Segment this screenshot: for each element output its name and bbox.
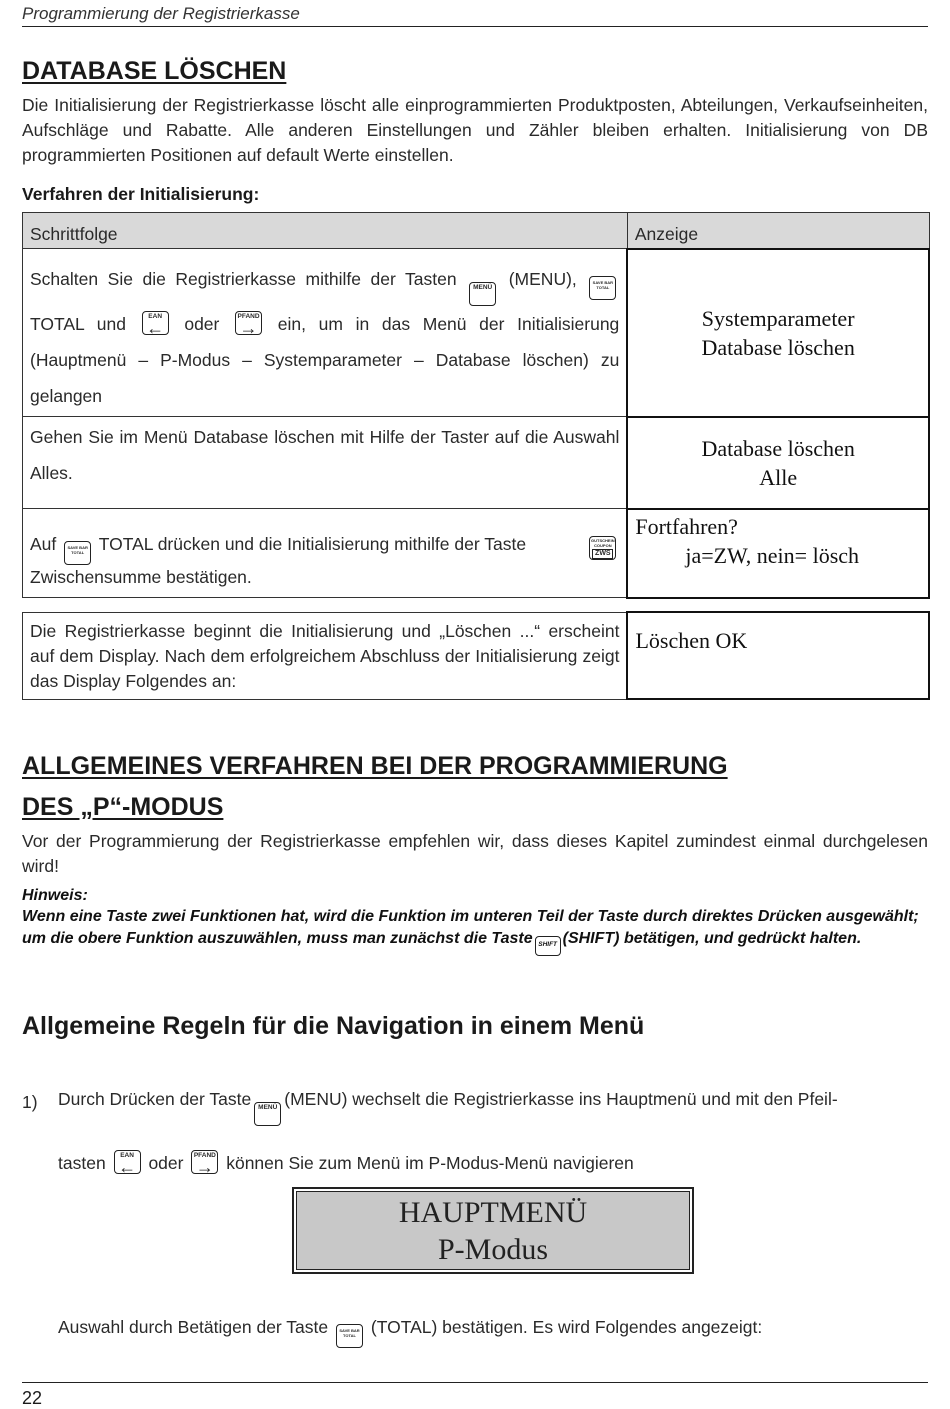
list-item-number: 1) (22, 1092, 38, 1112)
procedure-table (22, 212, 930, 599)
section-title-database: DATABASE LÖSCHEN (22, 57, 287, 85)
display-line: Systemparameter (701, 305, 855, 331)
lcd-display (292, 1187, 694, 1274)
section-intro: Die Initialisierung der Registrierkasse löscht alle einprogrammierten Produktposten, Abteilungen, Verkaufseinheiten, Aufschläge und Rabatte. Alle anderen Einstellungen und Zähler bleiben erhalten. Initialisierung von DB programmierten Positionen auf default Werte einstellen. (22, 95, 928, 165)
lcd-line: P-Modus (437, 1233, 549, 1266)
step-text: Zwischensumme bestätigen. (30, 567, 252, 587)
display-cell (627, 249, 929, 417)
section-intro: Vor der Programmierung der Registrierkasse empfehlen wir, dass dieses Kapitel zumindest einmal durchgelesen wird! (22, 831, 928, 876)
table-row (23, 417, 930, 509)
hint-label: Hinweis: (22, 887, 88, 904)
step-text: (MENU), (508, 269, 577, 289)
step-cell (23, 249, 628, 417)
step-text: TOTAL drücken und die Initialisierung mithilfe der Taste (98, 534, 527, 554)
shift-key-icon: SHIFT (535, 936, 561, 956)
procedure-table-continued (22, 611, 930, 700)
lcd-line: HAUPTMENÜ (398, 1196, 588, 1229)
menu-key-icon: MENÜ (254, 1102, 281, 1126)
list-text: Durch Drücken der Taste (58, 1089, 252, 1109)
display-cell (627, 417, 929, 509)
table-row (23, 249, 930, 417)
running-header: Programmierung der Registrierkasse (22, 4, 300, 23)
procedure-title: Verfahren der Initialisierung: (22, 184, 260, 204)
pfand-right-arrow-key-icon: PFAND → (235, 311, 262, 335)
hint-text (22, 906, 928, 956)
display-line: Löschen OK (635, 628, 748, 653)
step-text: ein, um in das Menü der Initialisierung (Hauptmenü – P-Modus – Systemparameter – Database löschen) zu gelangen (30, 314, 620, 406)
section-title-programming: ALLGEMEINES VERFAHREN BEI DER PROGRAMMIERUNG (22, 752, 728, 780)
ean-left-arrow-key-icon: EAN ← (142, 311, 169, 335)
table-header-row (23, 213, 930, 249)
pfand-right-arrow-key-icon: PFAND → (191, 1150, 218, 1174)
step-text: Auf (30, 534, 57, 554)
display-cell (627, 612, 929, 699)
footer-rule (22, 1382, 928, 1383)
section-title-programming-line2: DES „P“-MODUS (22, 793, 224, 821)
table-row (23, 612, 930, 699)
total-key-icon: SAVE BAR TOTAL (336, 1324, 363, 1348)
display-cell (627, 509, 929, 598)
list-text: (MENU) wechselt die Registrierkasse ins Hauptmenü und mit den Pfeil- (284, 1089, 838, 1109)
display-line: Database löschen (701, 334, 855, 360)
step-text: TOTAL und (30, 314, 126, 334)
list-text: oder (148, 1153, 184, 1173)
confirm-text-b: (TOTAL) bestätigen. Es wird Folgendes angezeigt: (370, 1317, 763, 1337)
display-line: Alle (759, 464, 798, 490)
col-header-display: Anzeige (627, 213, 929, 249)
col-header-steps: Schrittfolge (23, 213, 628, 249)
display-line: ja=ZW, nein= lösch (685, 542, 860, 568)
lcd-screen (296, 1191, 690, 1270)
display-line: Fortfahren? (635, 513, 738, 539)
menu-key-icon: MENÜ (469, 282, 496, 306)
confirm-text-a: Auswahl durch Betätigen der Taste (58, 1317, 329, 1337)
hint-text-a: Wenn eine Taste zwei Funktionen hat, wird die Funktion im unteren Teil der Taste durch direktes Drücken ausgewählt; um die obere Funktion auszuwählen, muss man zunächst die Taste (22, 908, 919, 947)
step-text: oder (184, 314, 220, 334)
list-item (58, 1084, 930, 1126)
total-key-icon: SAVE BAR TOTAL (589, 276, 616, 300)
list-item-continued (58, 1148, 634, 1178)
step-cell (23, 509, 628, 598)
page-number: 22 (22, 1388, 43, 1408)
zws-key-icon: GUTSCHEIN COUPON ZWS (589, 536, 616, 560)
header-rule (22, 26, 928, 27)
total-key-icon: SAVE BAR TOTAL (64, 541, 91, 565)
list-text: tasten (58, 1153, 106, 1173)
step-cell: Die Registrierkasse beginnt die Initialisierung und „Löschen ...“ erscheint auf dem Display. Nach dem erfolgreichem Abschluss der Initialisierung zeigt das Display Folgendes an: (23, 612, 628, 699)
step-cell: Gehen Sie im Menü Database löschen mit Hilfe der Taster auf die Auswahl Alles. (23, 417, 628, 509)
section-title-navigation: Allgemeine Regeln für die Navigation in einem Menü (22, 1012, 645, 1040)
list-text: können Sie zum Menü im P-Modus-Menü navigieren (226, 1153, 634, 1173)
confirm-text (58, 1312, 762, 1348)
hint-text-b: (SHIFT) betätigen, und gedrückt halten. (562, 930, 862, 947)
table-row (23, 509, 930, 598)
display-line: Database löschen (701, 435, 855, 461)
ean-left-arrow-key-icon: EAN ← (114, 1150, 141, 1174)
step-text: Schalten Sie die Registrierkasse mithilfe der Tasten (30, 269, 457, 289)
